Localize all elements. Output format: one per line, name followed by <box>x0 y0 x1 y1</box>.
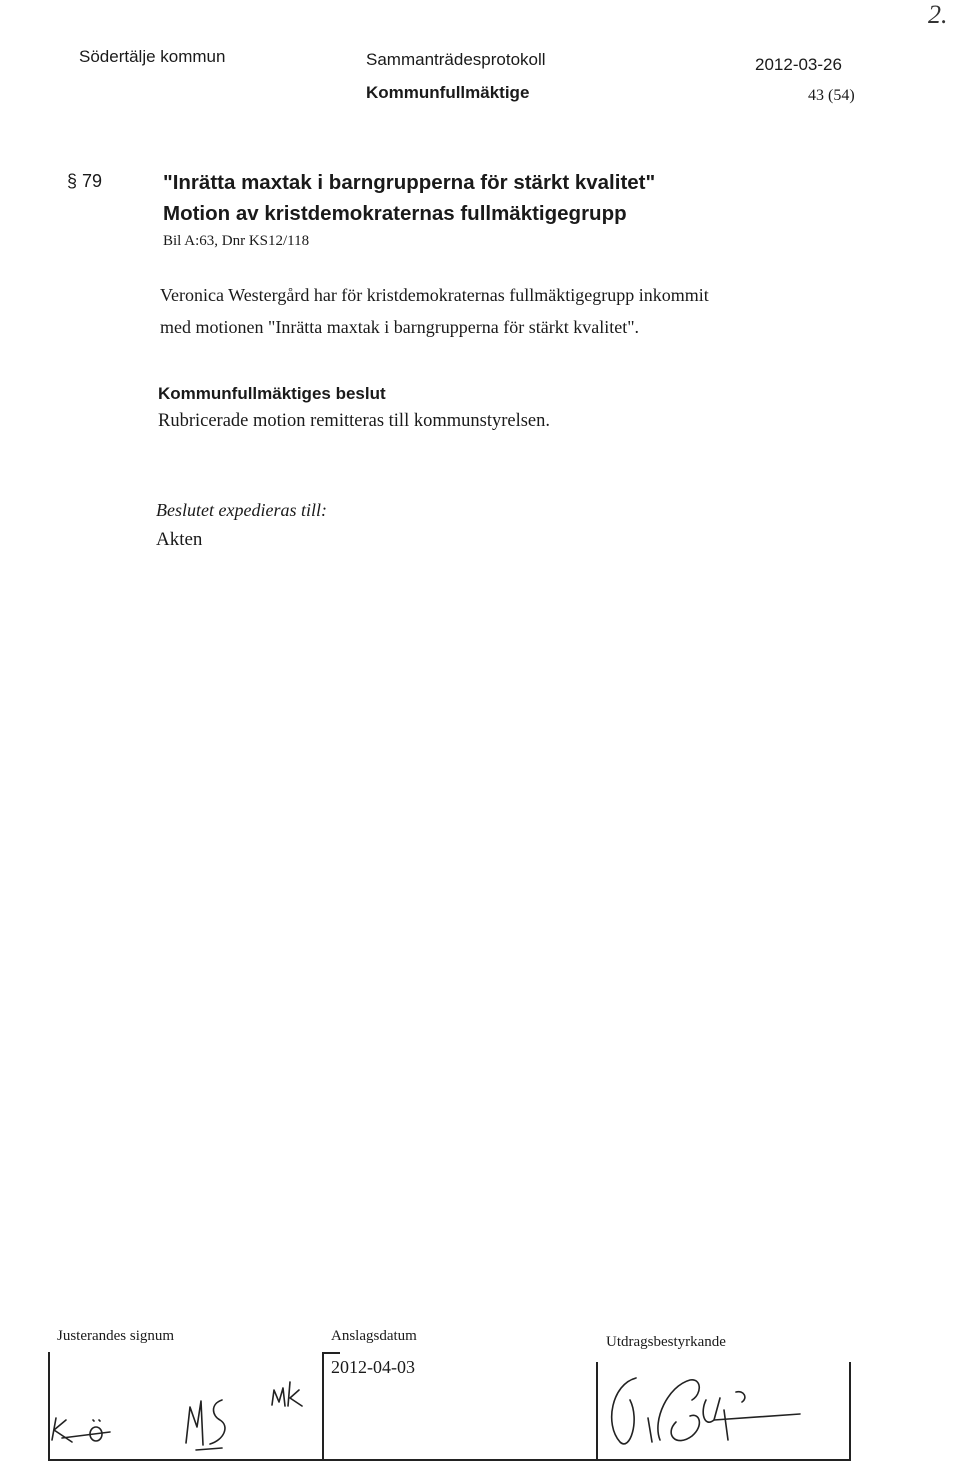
assembly-name: Kommunfullmäktige <box>366 83 530 102</box>
meeting-date: 2012-03-26 <box>755 55 842 74</box>
page-count: 43 (54) <box>808 87 855 104</box>
motion-title: "Inrätta maxtak i barngrupperna för stärkt kvalitet" <box>163 171 656 194</box>
initials-ms-signature <box>186 1400 225 1450</box>
initials-mk-signature <box>272 1382 302 1406</box>
certification-label: Utdragsbestyrkande <box>606 1334 726 1350</box>
body-text-line: med motionen "Inrätta maxtak i barngrupperna för stärkt kvalitet". <box>160 317 640 337</box>
dispatch-label: Beslutet expedieras till: <box>156 500 327 520</box>
motion-subtitle: Motion av kristdemokraternas fullmäktigegrupp <box>163 202 627 225</box>
posting-date-label: Anslagsdatum <box>331 1328 417 1344</box>
document-type: Sammanträdesprotokoll <box>366 50 546 69</box>
dispatch-recipient: Akten <box>156 529 203 550</box>
posting-date: 2012-04-03 <box>331 1357 415 1377</box>
paragraph-number: § 79 <box>67 171 103 191</box>
decision-heading: Kommunfullmäktiges beslut <box>158 384 386 403</box>
page-number-handwritten: 2. <box>928 0 948 29</box>
certification-signature <box>612 1378 800 1444</box>
body-text-line: Veronica Westergård har för kristdemokraternas fullmäktigegrupp inkommit <box>160 285 709 305</box>
decision-text: Rubricerade motion remitteras till kommunstyrelsen. <box>158 411 551 431</box>
initials-ko-signature <box>52 1418 110 1442</box>
organization-name: Södertälje kommun <box>79 47 226 66</box>
signum-label: Justerandes signum <box>57 1328 175 1344</box>
reference-number: Bil A:63, Dnr KS12/118 <box>163 233 310 249</box>
